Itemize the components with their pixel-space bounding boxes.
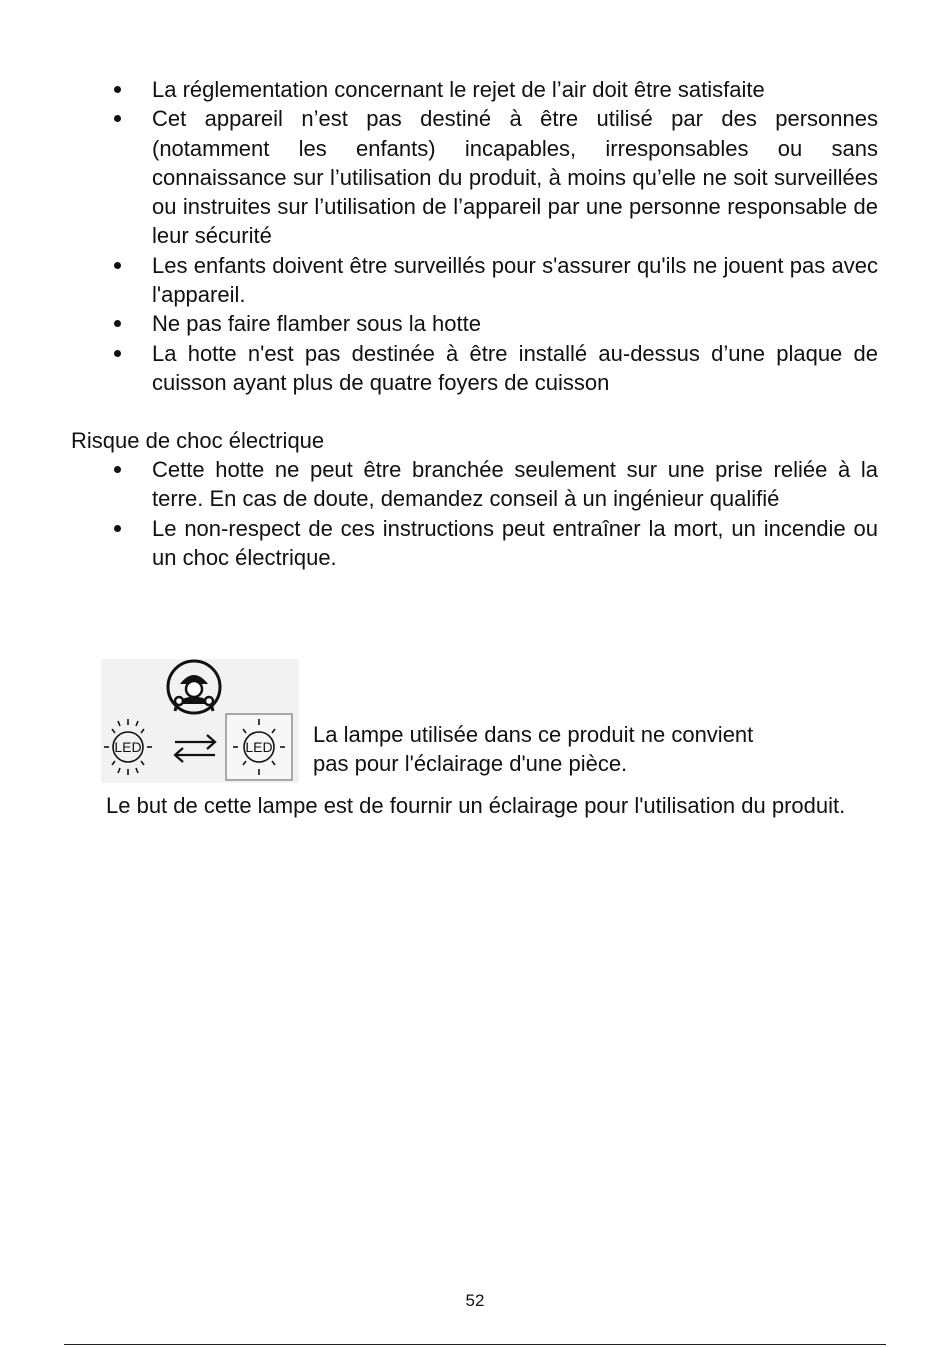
technician-icon — [168, 661, 220, 713]
list-item — [71, 514, 878, 573]
bullet-icon — [114, 525, 121, 532]
bullet-icon — [114, 115, 121, 122]
list-item-text: Le non-respect de ces instructions peut entraîner la mort, un incendie ou un choc électrique. — [152, 515, 878, 570]
list-item — [71, 251, 878, 310]
safety-warnings-list — [71, 75, 878, 397]
bullet-icon — [114, 86, 121, 93]
list-item-text: Cette hotte ne peut être branchée seulement sur une prise reliée à la terre. En cas de doute, demandez conseil à un ingénieur qualifié — [152, 457, 878, 512]
list-item-text: Les enfants doivent être surveillés pour s'assurer qu'ils ne jouent pas avec l'appareil. — [152, 252, 878, 308]
bullet-icon — [114, 262, 121, 269]
led-label-left: LED — [114, 739, 142, 755]
bullet-icon — [114, 320, 121, 327]
footer-divider — [64, 1344, 886, 1345]
lamp-notice-line-2: pas pour l'éclairage d'une pièce. — [313, 751, 628, 777]
lamp-notice-line-1: La lampe utilisée dans ce produit ne convient — [313, 722, 754, 747]
lamp-notice-pictogram — [101, 659, 299, 783]
list-item — [71, 104, 878, 250]
lamp-purpose-paragraph: Le but de cette lampe est de fournir un éclairage pour l'utilisation du produit. — [106, 793, 846, 818]
bullet-icon — [114, 350, 121, 357]
electric-warnings-list — [71, 455, 878, 572]
bullet-icon — [114, 466, 121, 473]
list-item-text: La réglementation concernant le rejet de l’air doit être satisfaite — [152, 77, 765, 102]
list-item — [71, 75, 878, 104]
led-icon — [104, 719, 152, 775]
list-item — [71, 309, 878, 338]
list-item — [71, 455, 878, 514]
lamp-notice-text — [313, 720, 873, 779]
list-item — [71, 339, 878, 398]
list-item-text: La hotte n'est pas destinée à être installé au-dessus d’une plaque de cuisson ayant plus de quatre foyers de cuisson — [152, 340, 878, 395]
swap-arrows-icon — [175, 735, 215, 762]
page-number: 52 — [465, 1291, 485, 1310]
led-label-right: LED — [245, 739, 273, 755]
list-item-text: Cet appareil n’est pas destiné à être utilisé par des personnes (notamment les enfants) incapables, irresponsables ou sans connaissance sur l’utilisation du produit, à moins qu’elle ne soit surveillées ou instruites sur l’utilisation de l’appareil par une personne responsable de leur sécurité — [152, 106, 878, 249]
led-replacement-icon — [226, 714, 292, 780]
section-heading-electric-shock: Risque de choc électrique — [71, 428, 325, 453]
list-item-text: Ne pas faire flamber sous la hotte — [152, 311, 481, 337]
